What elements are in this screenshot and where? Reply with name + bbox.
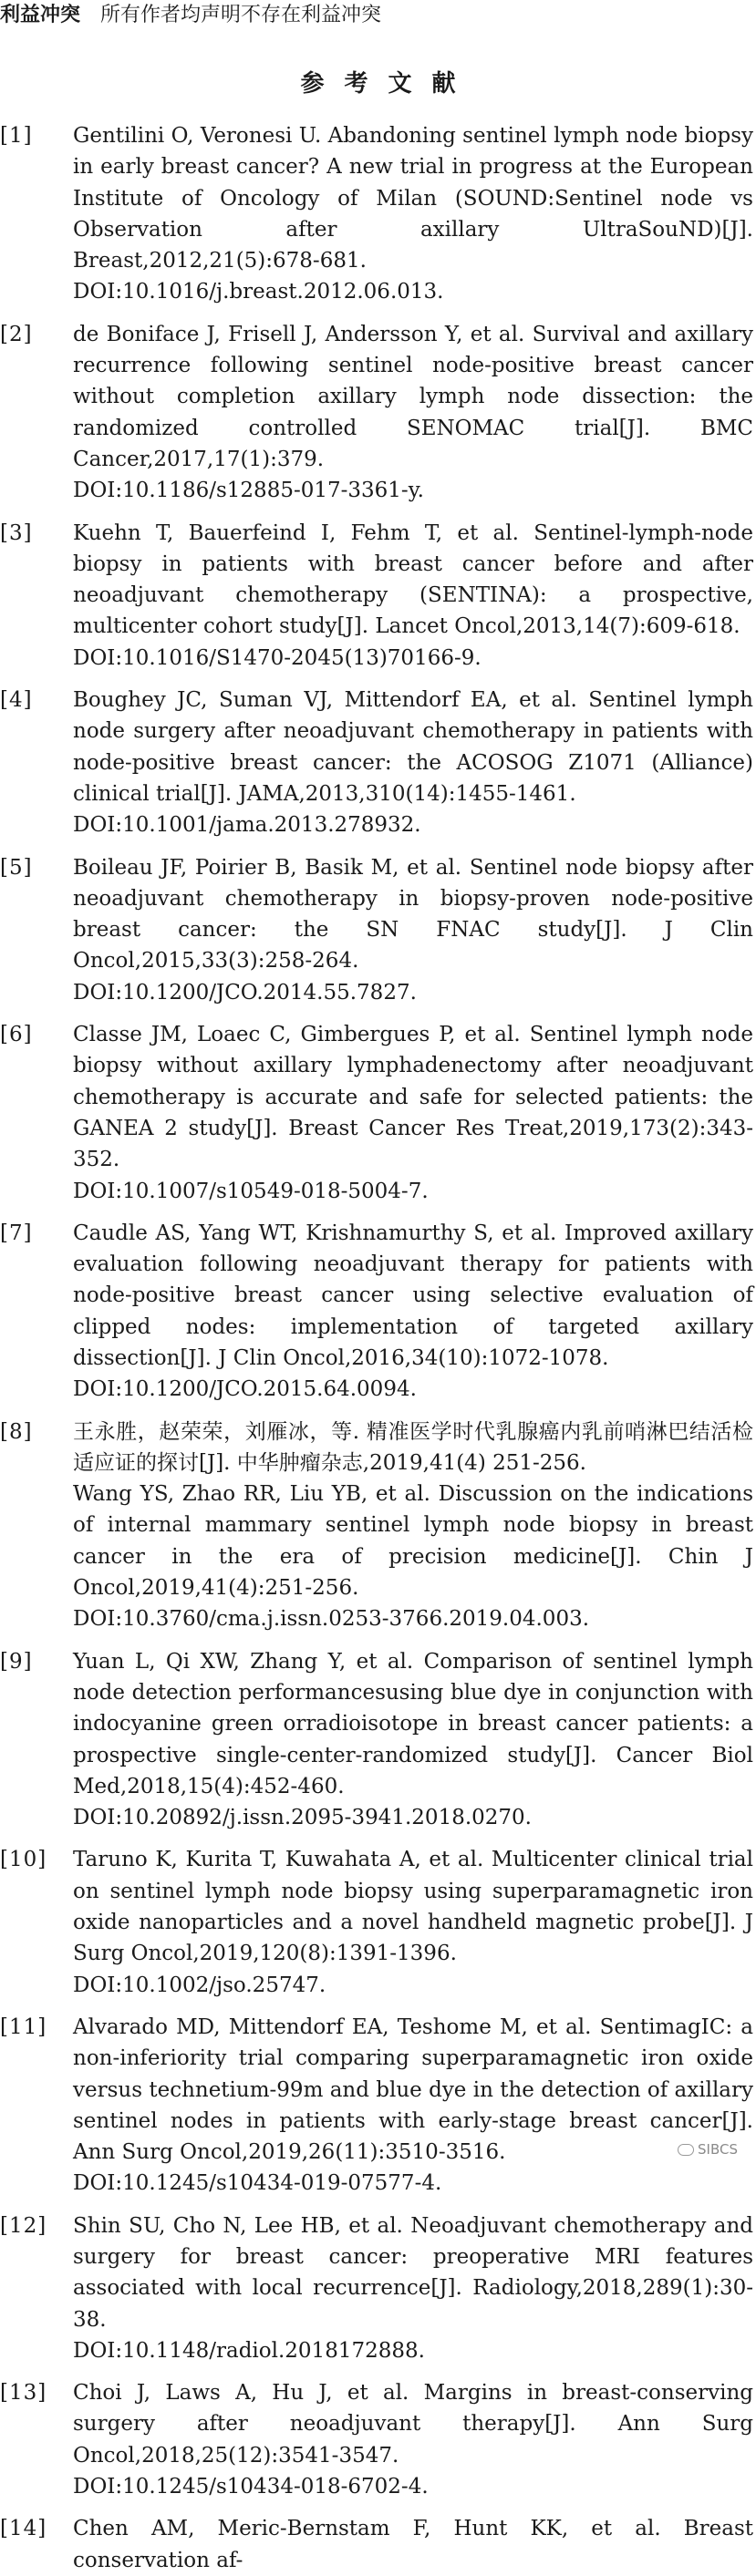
- reference-doi: DOI:10.1200/JCO.2015.64.0094.: [73, 1377, 417, 1402]
- reference-number: [4]: [0, 688, 33, 713]
- reference-text: Wang YS, Zhao RR, Liu YB, et al. Discussion on the indications of internal mammary sentinel lymph node biopsy in breast cancer in the era of precision medicine[J]. Chin J Oncol,2019,41(4):251-256.: [73, 1482, 753, 1601]
- reference-item: [0, 1844, 756, 2000]
- reference-number: [13]: [0, 2381, 47, 2406]
- wechat-icon: [678, 2144, 694, 2156]
- reference-number: [2]: [0, 322, 33, 346]
- reference-item: [0, 1218, 756, 1406]
- reference-number: [3]: [0, 520, 33, 545]
- reference-item: [0, 518, 756, 674]
- reference-number: [10]: [0, 1848, 47, 1872]
- reference-text: Yuan L, Qi XW, Zhang Y, et al. Comparison of sentinel lymph node detection performancesusing blue dye in conjunction with indocyanine green orradioisotope in breast cancer patients: a prospective single-center-randomized study[J]. Cancer Biol Med,2018,15(4):452-460.: [73, 1649, 753, 1798]
- reference-text: de Boniface J, Frisell J, Andersson Y, et al. Survival and axillary recurrence following sentinel node-positive breast cancer without completion axillary lymph node dissection: the randomized controlled SENOMAC trial[J]. BMC Cancer,2017,17(1):379.: [73, 322, 753, 471]
- reference-doi: DOI:10.1245/s10434-018-6702-4.: [73, 2475, 429, 2499]
- reference-item: [0, 2012, 756, 2200]
- references-heading: 参考文献: [300, 70, 476, 98]
- watermark: [674, 2140, 741, 2159]
- reference-item: [0, 319, 756, 507]
- reference-item: [0, 1417, 756, 1635]
- reference-doi: DOI:10.1007/s10549-018-5004-7.: [73, 1179, 429, 1203]
- reference-text: Shin SU, Cho N, Lee HB, et al. Neoadjuvant chemotherapy and surgery for breast cancer: preoperative MRI features associated with local recurrence[J]. Radiology,2018,289(1):30-38.: [73, 2213, 753, 2332]
- conflict-of-interest-line: [0, 0, 756, 31]
- reference-doi: DOI:10.1200/JCO.2014.55.7827.: [73, 980, 417, 1005]
- reference-number: [8]: [0, 1419, 33, 1444]
- reference-number: [14]: [0, 2517, 47, 2541]
- reference-item: [0, 852, 756, 1008]
- reference-text: Gentilini O, Veronesi U. Abandoning sentinel lymph node biopsy in early breast cancer? A new trial in progress at the European Institute of Oncology of Milan (SOUND:Sentinel node vs Observation after axillary UltraSouND)[J]. Breast,2012,21(5):678-681.: [73, 124, 753, 273]
- reference-doi: DOI:10.1186/s12885-017-3361-y.: [73, 479, 424, 503]
- reference-item: [0, 120, 756, 308]
- conflict-of-interest-text: 所有作者均声明不存在利益冲突: [100, 4, 382, 26]
- reference-list: [0, 120, 756, 2576]
- reference-text: Chen AM, Meric-Bernstam F, Hunt KK, et al. Breast conservation af-: [73, 2517, 753, 2572]
- reference-number: [6]: [0, 1023, 33, 1047]
- reference-doi: DOI:10.1245/s10434-019-07577-4.: [73, 2171, 442, 2196]
- reference-item: [0, 2210, 756, 2366]
- conflict-of-interest-label: 利益冲突: [0, 4, 81, 26]
- reference-text: Choi J, Laws A, Hu J, et al. Margins in breast-conserving surgery after neoadjuvant therapy[J]. Ann Surg Oncol,2018,25(12):3541-3547.: [73, 2381, 753, 2468]
- reference-number: [1]: [0, 124, 33, 148]
- reference-item: [0, 2377, 756, 2502]
- reference-number: [11]: [0, 2014, 47, 2039]
- reference-doi: DOI:10.1016/S1470-2045(13)70166-9.: [73, 645, 482, 670]
- reference-doi: DOI:10.1148/radiol.2018172888.: [73, 2338, 425, 2363]
- reference-text: Boileau JF, Poirier B, Basik M, et al. Sentinel node biopsy after neoadjuvant chemotherapy in biopsy-proven node-positive breast cancer: the SN FNAC study[J]. J Clin Oncol,2015,33(3):258-264.: [73, 855, 753, 974]
- reference-doi: DOI:10.1016/j.breast.2012.06.013.: [73, 280, 444, 304]
- reference-item: [0, 1646, 756, 1834]
- reference-number: [12]: [0, 2213, 47, 2238]
- reference-doi: DOI:10.3760/cma.j.issn.0253-3766.2019.04.003.: [73, 1607, 590, 1632]
- reference-doi: DOI:10.20892/j.issn.2095-3941.2018.0270.: [73, 1806, 532, 1830]
- watermark-text: SIBCS: [698, 2141, 738, 2158]
- reference-item: [0, 2513, 756, 2576]
- reference-text: 王永胜，赵荣荣，刘雁冰，等. 精准医学时代乳腺癌内乳前哨淋巴结活检适应证的探讨[J]. 中华肿瘤杂志,2019,41(4) 251-256.: [73, 1419, 753, 1475]
- reference-number: [5]: [0, 855, 33, 880]
- reference-item: [0, 1019, 756, 1207]
- reference-number: [7]: [0, 1221, 33, 1245]
- reference-doi: DOI:10.1001/jama.2013.278932.: [73, 813, 421, 838]
- reference-doi: DOI:10.1002/jso.25747.: [73, 1973, 326, 1997]
- reference-text: Boughey JC, Suman VJ, Mittendorf EA, et al. Sentinel lymph node surgery after neoadjuvant chemotherapy in patients with node-positive breast cancer: the ACOSOG Z1071 (Alliance) clinical trial[J]. JAMA,2013,310(14):1455-1461.: [73, 688, 753, 806]
- reference-number: [9]: [0, 1649, 33, 1674]
- reference-text: Caudle AS, Yang WT, Krishnamurthy S, et al. Improved axillary evaluation following neoadjuvant therapy for patients with node-positive breast cancer using selective evaluation of clipped nodes: implementation of targeted axillary dissection[J]. J Clin Oncol,2016,34(10):1072-1078.: [73, 1221, 753, 1370]
- reference-text: Classe JM, Loaec C, Gimbergues P, et al. Sentinel lymph node biopsy without axillary lymphadenectomy after neoadjuvant chemotherapy is accurate and safe for selected patients: the GANEA 2 study[J]. Breast Cancer Res Treat,2019,173(2):343-352.: [73, 1023, 753, 1172]
- reference-text: Alvarado MD, Mittendorf EA, Teshome M, et al. SentimagIC: a non-inferiority trial comparing superparamagnetic iron oxide versus technetium-99m and blue dye in the detection of axillary sentinel nodes in patients with early-stage breast cancer[J]. Ann Surg Oncol,2019,26(11):3510-3516.: [73, 2014, 753, 2165]
- reference-text: Taruno K, Kurita T, Kuwahata A, et al. Multicenter clinical trial on sentinel lymph node biopsy using superparamagnetic iron oxide nanoparticles and a novel handheld magnetic probe[J]. J Surg Oncol,2019,120(8):1391-1396.: [73, 1848, 753, 1966]
- reference-text: Kuehn T, Bauerfeind I, Fehm T, et al. Sentinel-lymph-node biopsy in patients with breast cancer before and after neoadjuvant chemotherapy (SENTINA): a prospective, multicenter cohort study[J]. Lancet Oncol,2013,14(7):609-618.: [73, 520, 753, 639]
- reference-item: [0, 685, 756, 840]
